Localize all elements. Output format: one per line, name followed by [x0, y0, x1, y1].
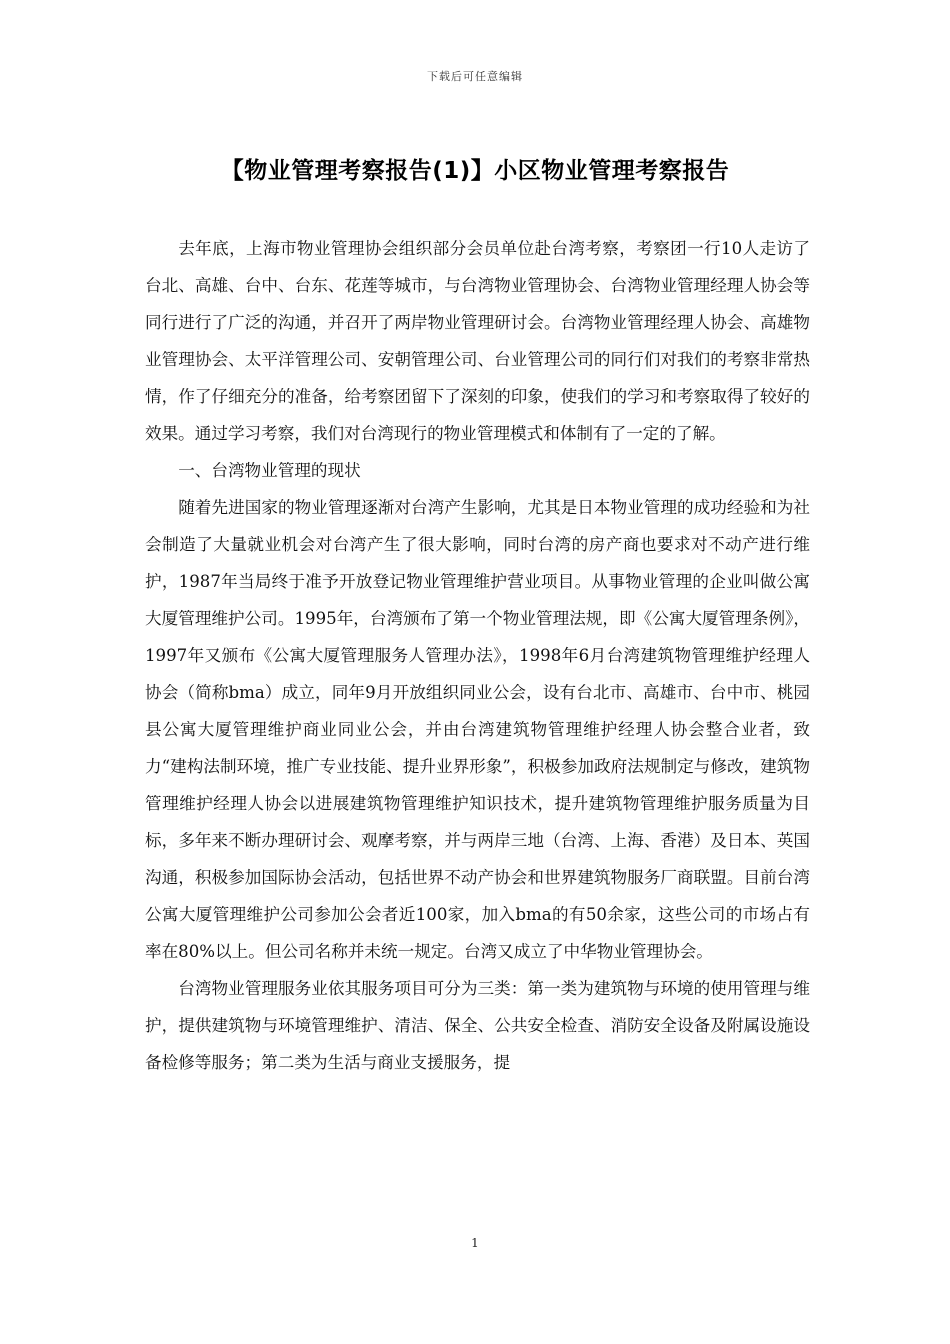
- paragraph-status: 随着先进国家的物业管理逐渐对台湾产生影响，尤其是日本物业管理的成功经验和为社会制造了大量就业机会对台湾产生了很大影响，同时台湾的房产商也要求对不动产进行维护，1987年当局终于准予开放登记物业管理维护营业项目。从事物业管理的企业叫做公寓大厦管理维护公司。1995年，台湾颁布了第一个物业管理法规，即《公寓大厦管理条例》，1997年又颁布《公寓大厦管理服务人管理办法》，1998年6月台湾建筑物管理维护经理人协会（简称bma）成立，同年9月开放组织同业公会，设有台北市、高雄市、台中市、桃园县公寓大厦管理维护商业同业公会，并由台湾建筑物管理维护经理人协会整合业者，致力“建构法制环境，推广专业技能、提升业界形象”，积极参加政府法规制定与修改，建筑物管理维护经理人协会以进展建筑物管理维护知识技术，提升建筑物管理维护服务质量为目标，多年来不断办理研讨会、观摩考察，并与两岸三地（台湾、上海、香港）及日本、英国沟通，积极参加国际协会活动，包括世界不动产协会和世界建筑物服务厂商联盟。目前台湾公寓大厦管理维护公司参加公会者近100家，加入bma的有50余家，这些公司的市场占有率在80%以上。但公司名称并未统一规定。台湾又成立了中华物业管理协会。: [145, 498, 810, 961]
- paragraph-intro: 去年底，上海市物业管理协会组织部分会员单位赴台湾考察，考察团一行10人走访了台北、高雄、台中、台东、花莲等城市，与台湾物业管理协会、台湾物业管理经理人协会等同行进行了广泛的沟通，并召开了两岸物业管理研讨会。台湾物业管理经理人协会、高雄物业管理协会、太平洋管理公司、安朝管理公司、台业管理公司的同行们对我们的考察非常热情，作了仔细充分的准备，给考察团留下了深刻的印象，使我们的学习和考察取得了较好的效果。通过学习考察，我们对台湾现行的物业管理模式和体制有了一定的了解。: [145, 239, 810, 443]
- section-heading-1: 一、台湾物业管理的现状: [178, 461, 361, 480]
- header-note: 下载后可任意编辑: [427, 70, 523, 83]
- document-body: [145, 230, 810, 1081]
- document-title: 【物业管理考察报告(1)】小区物业管理考察报告: [220, 158, 730, 184]
- paragraph-categories: 台湾物业管理服务业依其服务项目可分为三类：第一类为建筑物与环境的使用管理与维护，提供建筑物与环境管理维护、清洁、保全、公共安全检查、消防安全设备及附属设施设备检修等服务；第二类为生活与商业支援服务，提: [145, 979, 810, 1072]
- page-number: 1: [471, 1236, 479, 1250]
